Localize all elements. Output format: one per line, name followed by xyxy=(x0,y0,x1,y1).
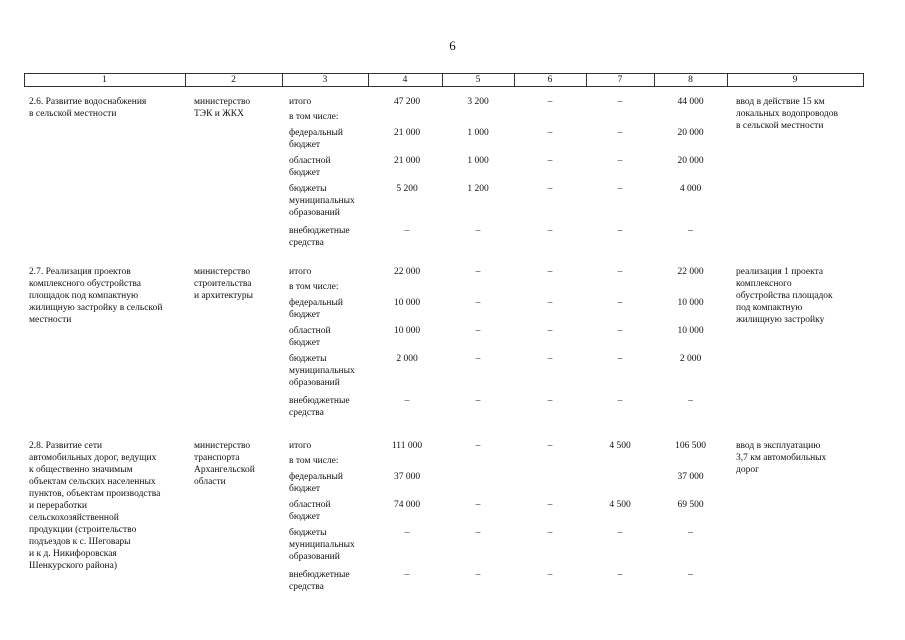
funding-source-label: бюджет xyxy=(289,168,321,178)
amount-cell: 106 500 xyxy=(675,441,706,451)
amount-cell: – xyxy=(617,156,623,166)
funding-source-label: в том числе: xyxy=(289,112,339,122)
executor-text: министерство xyxy=(194,267,251,277)
amount-cell: – xyxy=(547,97,553,107)
funding-source-label: федеральный xyxy=(289,128,343,138)
activity-text: подъездов к с. Шеговары xyxy=(29,537,131,547)
activity-text: 2.6. Развитие водоснабжения xyxy=(29,97,147,107)
result-text: дорог xyxy=(736,465,759,475)
amount-cell: – xyxy=(547,226,553,236)
amount-cell: 22 000 xyxy=(677,267,704,277)
amount-cell: – xyxy=(617,354,623,364)
executor-text: транспорта xyxy=(194,453,240,463)
activity-text: и к д. Никифоровская xyxy=(29,549,117,559)
amount-cell: – xyxy=(475,298,481,308)
header-col-8: 8 xyxy=(688,75,693,85)
activity-text: комплексного обустройства xyxy=(29,279,141,289)
header-col-9: 9 xyxy=(792,75,798,85)
header-col-4: 4 xyxy=(402,75,408,85)
amount-cell: 22 000 xyxy=(393,267,421,277)
amount-cell: 4 000 xyxy=(679,184,702,194)
header-col-3: 3 xyxy=(322,75,328,85)
amount-cell: – xyxy=(475,354,481,364)
funding-source-label: бюджет xyxy=(289,310,321,320)
executor-text: министерство xyxy=(194,441,251,451)
amount-cell: – xyxy=(547,354,553,364)
amount-cell: – xyxy=(547,500,553,510)
activity-text: жилищную застройку в сельской xyxy=(29,303,163,313)
amount-cell: 10 000 xyxy=(677,326,704,336)
amount-cell: 21 000 xyxy=(393,128,421,138)
amount-cell: – xyxy=(688,528,693,538)
amount-cell: 1 000 xyxy=(467,128,489,138)
funding-source-label: бюджет xyxy=(289,484,321,494)
amount-cell: – xyxy=(475,570,481,580)
amount-cell: 44 000 xyxy=(677,97,704,107)
amount-cell: – xyxy=(617,97,623,107)
activity-text: Шенкурского района) xyxy=(29,561,118,571)
amount-cell: – xyxy=(475,441,481,451)
header-col-5: 5 xyxy=(475,75,481,85)
amount-cell: 20 000 xyxy=(677,128,704,138)
executor-text: ТЭК и ЖКХ xyxy=(194,109,244,119)
amount-cell: – xyxy=(688,570,693,580)
amount-cell: – xyxy=(547,528,553,538)
funding-source-label: итого xyxy=(289,267,312,277)
executor-text: строительства xyxy=(194,279,252,289)
amount-cell: 4 500 xyxy=(609,500,631,510)
amount-cell: – xyxy=(617,184,623,194)
amount-cell: 2 000 xyxy=(396,354,418,364)
funding-source-label: в том числе: xyxy=(289,282,339,292)
activity-text: объектам сельских населенных xyxy=(29,477,156,487)
amount-cell: 1 200 xyxy=(467,184,489,194)
amount-cell: 20 000 xyxy=(677,156,704,166)
funding-source-label: областной xyxy=(289,500,331,510)
funding-source-label: в том числе: xyxy=(289,456,339,466)
funding-source-label: образований xyxy=(289,552,340,562)
amount-cell: 74 000 xyxy=(393,500,421,510)
table-header xyxy=(24,73,864,87)
activity-text: к общественно значимым xyxy=(29,465,133,475)
funding-source-label: муниципальных xyxy=(289,540,355,550)
amount-cell: 111 000 xyxy=(391,441,423,451)
amount-cell: 69 500 xyxy=(677,500,704,510)
header-col-7: 7 xyxy=(617,75,623,85)
result-text: обустройства площадок xyxy=(736,291,833,301)
amount-cell: – xyxy=(475,500,481,510)
amount-cell: – xyxy=(547,570,553,580)
amount-cell: – xyxy=(404,396,410,406)
funding-source-label: внебюджетные xyxy=(289,396,350,406)
funding-source-label: бюджеты xyxy=(289,354,327,364)
header-col-2: 2 xyxy=(231,75,236,85)
amount-cell: – xyxy=(475,396,481,406)
activity-text: 2.7. Реализация проектов xyxy=(29,267,131,277)
amount-cell: – xyxy=(547,156,553,166)
executor-text: области xyxy=(194,477,226,487)
funding-source-label: федеральный xyxy=(289,298,343,308)
amount-cell: 10 000 xyxy=(677,298,704,308)
activity-text: пунктов, объектам производства xyxy=(29,489,161,499)
activity-text: в сельской местности xyxy=(29,109,117,119)
funding-source-label: средства xyxy=(289,238,324,248)
executor-text: министерство xyxy=(194,97,251,107)
amount-cell: 3 200 xyxy=(467,97,489,107)
funding-source-label: муниципальных xyxy=(289,196,355,206)
funding-source-label: средства xyxy=(289,582,324,592)
amount-cell: – xyxy=(475,326,481,336)
funding-source-label: образований xyxy=(289,378,340,388)
funding-source-label: бюджеты xyxy=(289,528,327,538)
amount-cell: – xyxy=(617,226,623,236)
activity-text: площадок под компактную xyxy=(29,291,139,301)
funding-source-label: бюджеты xyxy=(289,184,327,194)
result-text: 3,7 км автомобильных xyxy=(736,453,827,463)
funding-source-label: образований xyxy=(289,208,340,218)
amount-cell: – xyxy=(404,570,410,580)
amount-cell: – xyxy=(547,326,553,336)
funding-source-label: внебюджетные xyxy=(289,226,350,236)
header-col-1: 1 xyxy=(102,75,107,85)
executor-text: и архитектуры xyxy=(194,291,254,301)
funding-source-label: бюджет xyxy=(289,140,321,150)
result-text: реализация 1 проекта xyxy=(736,267,824,277)
funding-source-label: бюджет xyxy=(289,338,321,348)
result-text: под компактную xyxy=(736,303,803,313)
amount-cell: – xyxy=(688,396,693,406)
amount-cell: – xyxy=(404,528,410,538)
amount-cell: – xyxy=(617,267,623,277)
amount-cell: – xyxy=(617,298,623,308)
activity-text: продукции (строительство xyxy=(29,525,137,535)
funding-source-label: итого xyxy=(289,441,312,451)
amount-cell: – xyxy=(547,396,553,406)
activity-text: и переработки xyxy=(29,501,88,511)
funding-source-label: областной xyxy=(289,156,331,166)
executor-text: Архангельской xyxy=(194,465,255,475)
amount-cell: 47 200 xyxy=(393,97,421,107)
funding-source-label: федеральный xyxy=(289,472,343,482)
amount-cell: – xyxy=(688,226,693,236)
amount-cell: – xyxy=(404,226,410,236)
amount-cell: – xyxy=(617,128,623,138)
result-text: в сельской местности xyxy=(736,121,824,131)
page-number: 6 xyxy=(449,38,456,53)
result-text: локальных водопроводов xyxy=(736,109,838,119)
amount-cell: 10 000 xyxy=(393,326,421,336)
funding-source-label: муниципальных xyxy=(289,366,355,376)
result-text: комплексного xyxy=(736,279,792,289)
funding-source-label: средства xyxy=(289,408,324,418)
amount-cell: – xyxy=(475,267,481,277)
amount-cell: 4 500 xyxy=(609,441,631,451)
funding-source-label: внебюджетные xyxy=(289,570,350,580)
result-text: жилищную застройку xyxy=(736,315,825,325)
amount-cell: – xyxy=(617,528,623,538)
amount-cell: – xyxy=(547,267,553,277)
amount-cell: 5 200 xyxy=(396,184,418,194)
amount-cell: 10 000 xyxy=(393,298,421,308)
activity-text: сельскохозяйственной xyxy=(29,513,119,523)
amount-cell: – xyxy=(475,226,481,236)
amount-cell: 37 000 xyxy=(393,472,421,482)
amount-cell: 2 000 xyxy=(679,354,702,364)
funding-source-label: областной xyxy=(289,326,331,336)
result-text: ввод в эксплуатацию xyxy=(736,441,821,451)
activity-text: автомобильных дорог, ведущих xyxy=(29,453,157,463)
amount-cell: – xyxy=(617,326,623,336)
amount-cell: 37 000 xyxy=(677,472,704,482)
amount-cell: – xyxy=(547,298,553,308)
result-text: ввод в действие 15 км xyxy=(736,97,825,107)
activity-text: 2.8. Развитие сети xyxy=(29,441,103,451)
amount-cell: 21 000 xyxy=(393,156,421,166)
activity-text: местности xyxy=(29,315,72,325)
amount-cell: 1 000 xyxy=(467,156,489,166)
amount-cell: – xyxy=(617,570,623,580)
amount-cell: – xyxy=(547,184,553,194)
amount-cell: – xyxy=(475,528,481,538)
funding-source-label: бюджет xyxy=(289,512,321,522)
amount-cell: – xyxy=(617,396,623,406)
amount-cell: – xyxy=(547,128,553,138)
funding-source-label: итого xyxy=(289,97,312,107)
header-col-6: 6 xyxy=(547,75,553,85)
amount-cell: – xyxy=(547,441,553,451)
